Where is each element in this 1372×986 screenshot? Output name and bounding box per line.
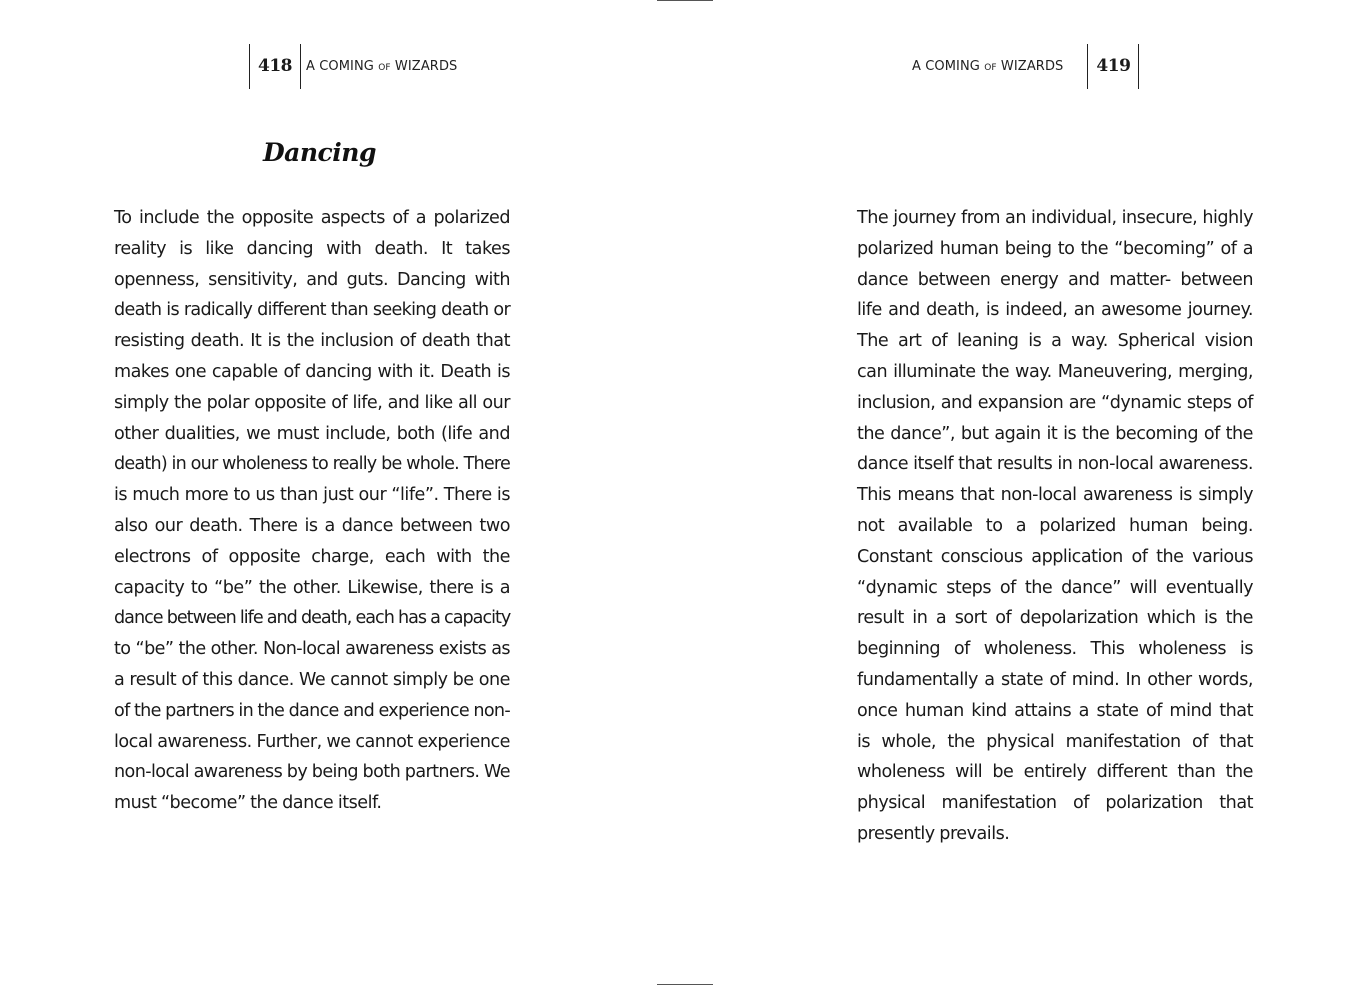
text-line: of the partners in the dance and experience non- [114, 700, 510, 721]
text-line: a result of this dance. We cannot simply be one [114, 669, 510, 690]
right-body-text [857, 203, 1253, 850]
text-line: dance between life and death, each has a capacity [114, 608, 511, 629]
text-line: fundamentally a state of mind. In other words, [857, 669, 1253, 690]
text-line: not available to a polarized human being. [857, 515, 1253, 536]
text-line: the dance”, but again it is the becoming of the [857, 423, 1253, 444]
text-line: local awareness. Further, we cannot experience [114, 731, 510, 752]
text-line: electrons of opposite charge, each with the [114, 546, 510, 567]
text-line: is whole, the physical manifestation of that [857, 731, 1253, 752]
text-line: The art of leaning is a way. Spherical vision [857, 331, 1253, 352]
running-title: A COMING OF WIZARDS [306, 59, 458, 74]
text-line: physical manifestation of polarization that [857, 793, 1253, 814]
text-line: other dualities, we must include, both (life and [114, 423, 510, 444]
text-line: once human kind attains a state of mind that [857, 700, 1253, 721]
page-number: 419 [1096, 55, 1131, 76]
text-line: wholeness will be entirely different than the [857, 762, 1253, 783]
text-line: openness, sensitivity, and guts. Dancing with [114, 269, 510, 290]
text-line: dance itself that results in non-local awareness. [857, 454, 1253, 475]
text-line: This means that non-local awareness is simply [857, 485, 1253, 506]
text-line: “dynamic steps of the dance” will eventually [857, 577, 1253, 598]
text-line: death is radically different than seeking death or [114, 300, 510, 321]
text-line: simply the polar opposite of life, and like all our [114, 392, 510, 413]
text-line: polarized human being to the “becoming” of a [857, 238, 1253, 259]
text-line: death) in our wholeness to really be whole. There [114, 454, 510, 475]
text-line: can illuminate the way. Maneuvering, merging, [857, 361, 1253, 382]
text-line: is much more to us than just our “life”. There is [114, 485, 510, 506]
header-rule [1138, 44, 1139, 89]
right-running-header [912, 44, 1139, 89]
text-line: The journey from an individual, insecure, highly [857, 208, 1253, 228]
text-line: result in a sort of depolarization which is the [857, 608, 1253, 629]
text-line: capacity to “be” the other. Likewise, there is a [114, 577, 510, 598]
text-line: also our death. There is a dance between two [114, 515, 510, 536]
text-line: To include the opposite aspects of a polarized [114, 208, 510, 228]
text-line: non-local awareness by being both partners. We [114, 762, 510, 783]
text-line: resisting death. It is the inclusion of death that [114, 331, 510, 352]
text-line: to “be” the other. Non-local awareness exists as [114, 639, 510, 660]
text-line: beginning of wholeness. This wholeness is [857, 639, 1253, 660]
text-line: reality is like dancing with death. It takes [114, 238, 510, 259]
running-title: A COMING OF WIZARDS [912, 59, 1064, 74]
left-body-text [114, 203, 510, 819]
text-line: inclusion, and expansion are “dynamic steps of [857, 392, 1253, 413]
page-number: 418 [258, 55, 292, 76]
text-line: must “become” the dance itself. [114, 793, 382, 814]
chapter-title: Dancing [263, 138, 376, 167]
left-running-header [249, 44, 457, 89]
text-line: presently prevails. [857, 823, 1010, 844]
text-line: makes one capable of dancing with it. Death is [114, 361, 510, 382]
text-line: life and death, is indeed, an awesome journey. [857, 300, 1253, 321]
text-line: dance between energy and matter- between [857, 269, 1253, 290]
text-line: Constant conscious application of the various [857, 546, 1253, 567]
